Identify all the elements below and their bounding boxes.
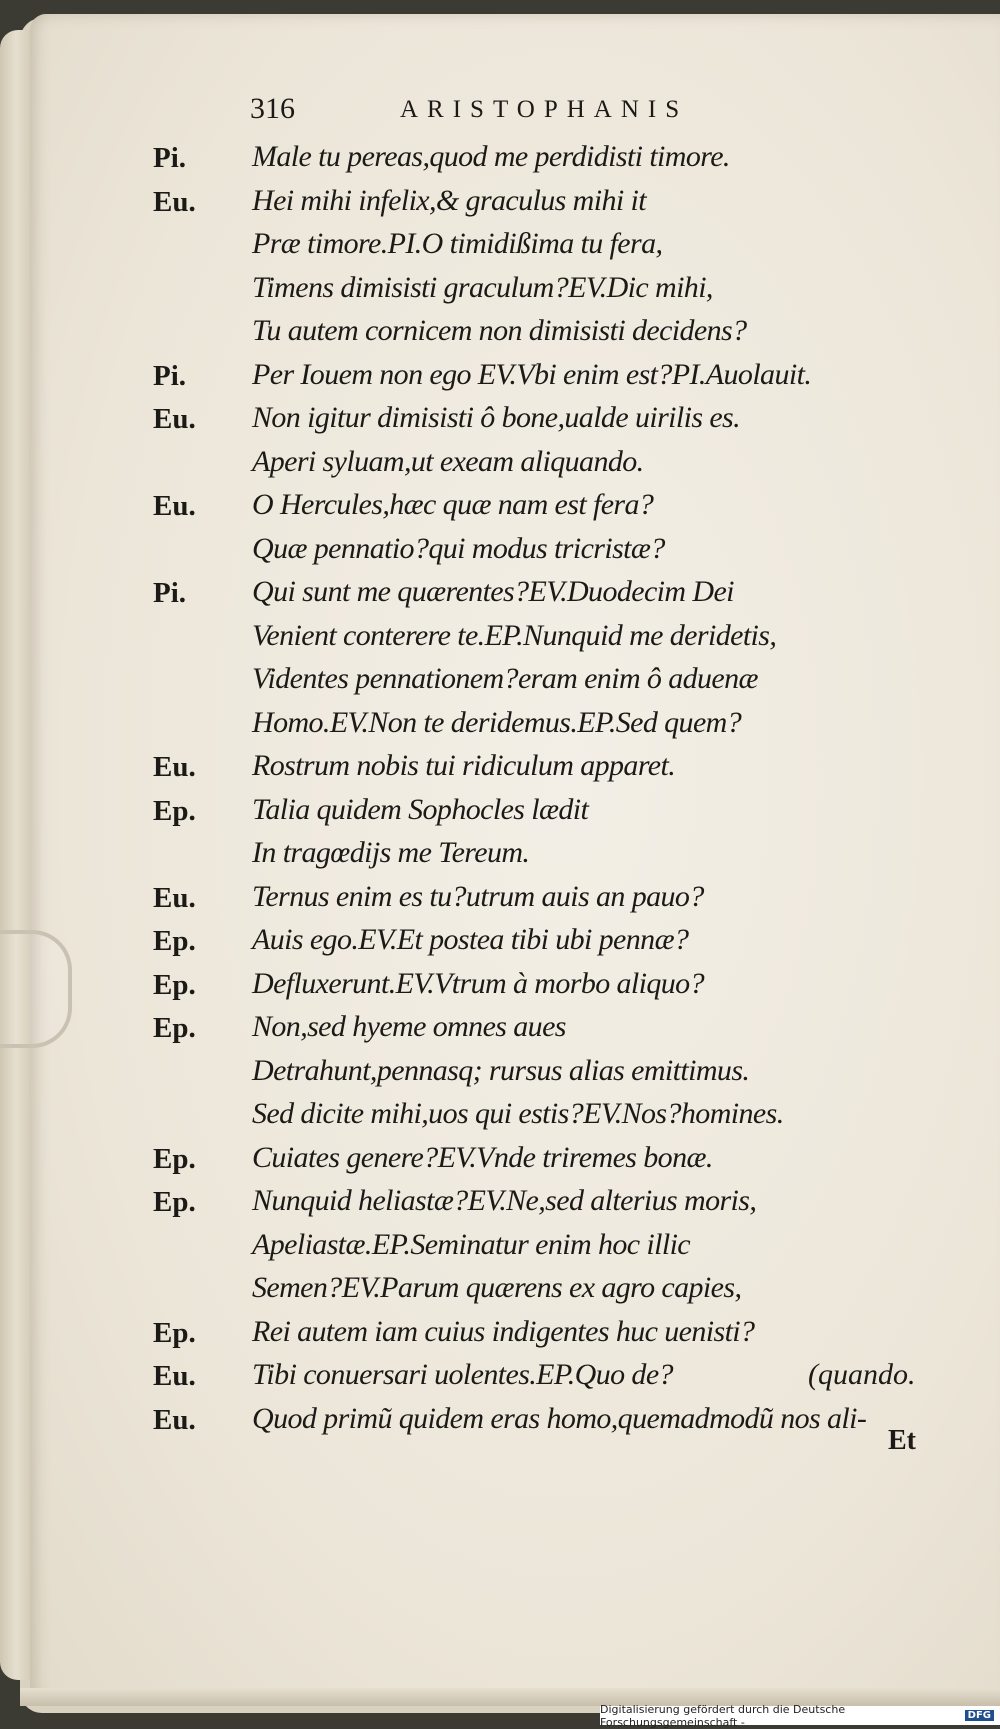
catchword: Et — [888, 1425, 916, 1456]
verse-text: Per Iouem non ego EV.Vbi enim est?PI.Auolauit. — [252, 357, 812, 391]
verse-text: Non igitur dimisisti ô bone,ualde uirilis es. — [252, 401, 741, 434]
verse-text: Rostrum nobis tui ridiculum apparet. — [252, 749, 676, 782]
verse-line — [0, 532, 1000, 576]
verse-text: Semen?EV.Parum quærens ex agro capies, — [252, 1271, 742, 1304]
speaker-label: Ep. — [153, 1142, 196, 1175]
verse-line — [0, 619, 1000, 663]
verse-line — [0, 1010, 1000, 1054]
footer-credit — [600, 1702, 1000, 1729]
verse-line — [0, 662, 1000, 706]
verse-text: Nunquid heliastæ?EV.Ne,sed alterius moris, — [252, 1184, 757, 1217]
verse-line — [0, 1097, 1000, 1141]
verse-line — [0, 1402, 1000, 1446]
verse-text: Sed dicite mihi,uos qui estis?EV.Nos?homines. — [252, 1097, 784, 1130]
verse-text: Quæ pennatio?qui modus tricristæ? — [252, 531, 665, 565]
verse-line — [0, 923, 1000, 967]
verse-text: Quod primũ quidem eras homo,quemadmodũ nos ali- — [252, 1401, 867, 1435]
verse-text: Hei mihi infelix,& graculus mihi it — [252, 183, 646, 217]
speaker-label: Pi. — [153, 142, 187, 174]
speaker-label: Eu. — [153, 751, 196, 783]
verse-line — [0, 1315, 1000, 1359]
verse-line — [0, 1054, 1000, 1098]
speaker-label: Pi. — [153, 577, 187, 609]
verse-line — [0, 314, 1000, 358]
verse-lines — [0, 140, 1000, 1445]
speaker-label: Ep. — [153, 1012, 196, 1044]
verse-text: Talia quidem Sophocles lædit — [252, 792, 589, 826]
verse-text: Apeliastæ.EP.Seminatur enim hoc illic — [252, 1227, 691, 1261]
speaker-label: Eu. — [153, 403, 196, 435]
verse-text: Tu autem cornicem non dimisisti decidens? — [252, 314, 747, 347]
verse-text: In tragœdijs me Tereum. — [252, 836, 530, 869]
verse-text: Ternus enim es tu?utrum auis an pauo? — [252, 879, 704, 913]
verse-line — [0, 575, 1000, 619]
speaker-label: Pi. — [153, 359, 187, 392]
verse-line — [0, 184, 1000, 228]
speaker-label: Eu. — [153, 1360, 196, 1392]
verse-text: Timens dimisisti graculum?EV.Dic mihi, — [252, 270, 713, 304]
page-header — [0, 92, 1000, 132]
verse-line — [0, 706, 1000, 750]
verse-line — [0, 401, 1000, 445]
speaker-label: Ep. — [153, 925, 196, 957]
speaker-label: Ep. — [153, 968, 196, 1001]
dfg-logo: DFG — [965, 1710, 994, 1721]
verse-text: Præ timore.PI.O timidißima tu fera, — [252, 227, 663, 260]
verse-text: O Hercules,hæc quæ nam est fera? — [252, 488, 654, 521]
verse-text: Detrahunt,pennasq; rursus alias emittimus. — [252, 1053, 750, 1087]
speaker-label: Eu. — [153, 881, 196, 914]
verse-line — [0, 1228, 1000, 1272]
verse-line — [0, 227, 1000, 271]
speaker-label: Eu. — [153, 1403, 196, 1436]
footer-credit-text: Digitalisierung gefördert durch die Deutsche Forschungsgemeinschaft - — [600, 1702, 846, 1729]
speaker-label: Ep. — [153, 794, 196, 827]
verse-line — [0, 749, 1000, 793]
verse-line — [0, 1141, 1000, 1185]
verse-text: Defluxerunt.EV.Vtrum à morbo aliquo? — [252, 966, 704, 1000]
verse-text: Male tu pereas,quod me perdidisti timore. — [252, 140, 730, 173]
verse-text: Tibi conuersari uolentes.EP.Quo de? — [252, 1358, 673, 1391]
verse-line — [0, 271, 1000, 315]
speaker-label: Ep. — [153, 1316, 196, 1349]
verse-text: Aperi syluam,ut exeam aliquando. — [252, 444, 644, 478]
speaker-label: Eu. — [153, 185, 196, 218]
verse-aside: (quando. — [808, 1358, 916, 1391]
verse-line — [0, 836, 1000, 880]
verse-text: Rei autem iam cuius indigentes huc uenisti? — [252, 1314, 755, 1348]
verse-line — [0, 1358, 1000, 1402]
page-number: 316 — [250, 92, 295, 125]
verse-line — [0, 358, 1000, 402]
verse-line — [0, 880, 1000, 924]
verse-text: Homo.EV.Non te deridemus.EP.Sed quem? — [252, 705, 742, 739]
verse-line — [0, 140, 1000, 184]
speaker-label: Ep. — [153, 1186, 196, 1218]
verse-text: Qui sunt me quærentes?EV.Duodecim Dei — [252, 575, 734, 608]
verse-line — [0, 967, 1000, 1011]
speaker-label: Eu. — [153, 490, 196, 522]
verse-line — [0, 445, 1000, 489]
verse-line — [0, 488, 1000, 532]
verse-line — [0, 1184, 1000, 1228]
verse-text: Videntes pennationem?eram enim ô aduenæ — [252, 662, 758, 695]
running-title: ARISTOPHANIS — [400, 96, 689, 123]
verse-line — [0, 793, 1000, 837]
verse-text: Venient conterere te.EP.Nunquid me deridetis, — [252, 618, 777, 652]
verse-text: Auis ego.EV.Et postea tibi ubi pennæ? — [252, 923, 689, 956]
verse-line — [0, 1271, 1000, 1315]
verse-text: Non,sed hyeme omnes aues — [252, 1010, 566, 1043]
verse-text: Cuiates genere?EV.Vnde triremes bonæ. — [252, 1140, 713, 1174]
